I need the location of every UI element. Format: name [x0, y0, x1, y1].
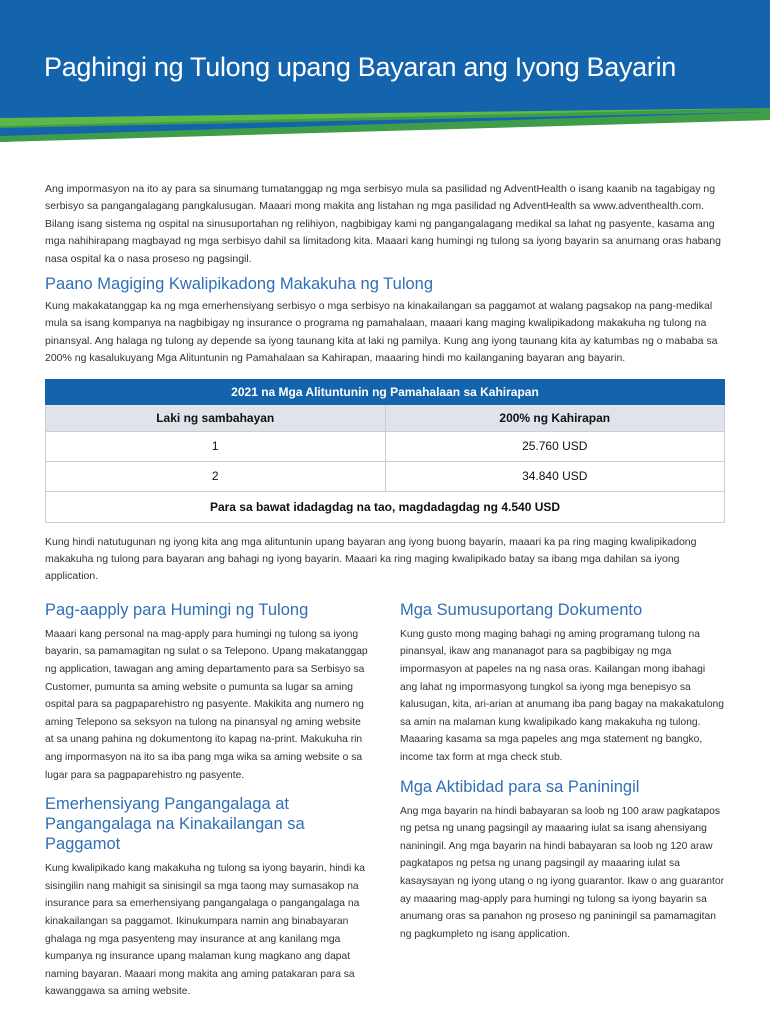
page-title: Paghingi ng Tulong upang Bayaran ang Iyong Bayarin: [44, 52, 676, 82]
income-limit-cell: 34.840 USD: [385, 461, 725, 491]
column-header-poverty-200: 200% ng Kahirapan: [385, 404, 725, 431]
apply-heading: Pag-aapply para Humingi ng Tulong: [45, 600, 309, 619]
documents-paragraph: Kung gusto mong maging bahagi ng aming programang tulong na pinansyal, ikaw ang mananagot para sa pagbibigay ng mga impormasyon at papeles na ng nasa oras. Kailangan mong ibahagi ang lahat ng impormasyong tungkol sa iyong mga benepisyo sa kalusugan, kita, ari-arian at anumang iba pang bagay na makakatulong sa amin na malaman kung kwalipikado kang makakuha ng tulong. Maaaring kasama sa mga papeles ang mga statement ng bangko, income tax form at mga check stub.: [400, 628, 724, 764]
poverty-guidelines-table: [45, 379, 725, 523]
table-row: [46, 431, 725, 461]
two-column-section: [45, 600, 725, 1011]
emergency-care-heading: Emerhensiyang Pangangalaga at Pangangalaga na Kinakailangan sa Paggamot: [45, 795, 305, 854]
collections-paragraph: Ang mga bayarin na hindi babayaran sa loob ng 100 araw pagkatapos ng petsa ng unang pagsingil ay maaaring iulat sa isang ahensiyang naniningil. Ang mga bayarin na hindi babayaran sa loob ng 120 araw pagkatapos ng petsa ng unang pagsingil ay maaaring iulat sa kasaysayan ng iyong utang o ng iyong guarantor. Ikaw o ang guarantor ay maaaring mag-apply para humingi ng tulong sa iyong bayarin sa anumang oras sa panahon ng proseso ng paniningil sa pamamagitan ng pagkumpleto ng isang application.: [400, 805, 725, 940]
collections-heading: Mga Aktibidad para sa Paniningil: [400, 777, 640, 796]
qualify-heading: Paano Magiging Kwalipikadong Makakuha ng Tulong: [45, 275, 434, 294]
table-row: [46, 461, 725, 491]
household-size-cell: 2: [46, 461, 386, 491]
household-size-cell: 1: [46, 431, 386, 461]
intro-paragraph: Ang impormasyon na ito ay para sa sinumang tumatanggap ng mga serbisyo mula sa pasilidad ng AdventHealth o isang kaanib na tagabigay ng serbisyo sa pangangalagang pangkalusugan. Maaari mong makita ang listahan ng mga pasilidad ng AdventHealth sa www.adventhealth.com. Bilang isang sistema ng ospital na sinusuportahan ng relihiyon, nagbibigay kami ng pangangalagang medikal sa lahat ng pasyente, kasama ang mga nahihirapang magbayad ng mga serbisyo dahil sa limitadong kita. Maaari kang humingi ng tulong sa iyong bayarin sa anumang oras habang nasa ospital ka o nasa proseso ng pagsingil.: [45, 183, 721, 265]
emergency-care-paragraph: Kung kwalipikado kang makakuha ng tulong sa iyong bayarin, hindi ka sisingilin nang mahigit sa sinisingil sa mga taong may sumasakop na insurance para sa emerhensiyang pangangalaga o pangangalaga na kinakailangan sa paggamot. Ikinukumpara namin ang binabayaran ghalaga ng mga pasyenteng may insurance at ang kanilang mga kumpanya ng insurance upang malaman kung magkano ang dapat naming bayaran. Maaari mong makita ang aming patakaran para sa kawanggawa sa aming website.: [45, 863, 365, 998]
right-column: [400, 600, 725, 1011]
table-caption: 2021 na Mga Alituntunin ng Pamahalaan sa Kahirapan: [46, 379, 725, 404]
header-banner-graphic: [0, 0, 770, 170]
column-header-household-size: Laki ng sambahayan: [46, 404, 386, 431]
qualify-paragraph: Kung makakatanggap ka ng mga emerhensiyang serbisyo o mga serbisyo na kinakailangan sa paggamot at walang pagsakop na pang-medikal mula sa isang kompanya na nagbibigay ng insurance o programa ng pamahalaan, maaari kang maging kwalipikadong makakuha ng tulong na pinansyal. Ang halaga ng tulong ay depende sa iyong taunang kita at laki ng pamilya. Kung ang iyong taunang kita ay katumbas ng o mababa sa 200% ng kasalukuyang Mga Alituntunin ng Pamahalaan sa Kahirapan, maaaring hindi mo kailanganing bayaran ang bayarin.: [45, 300, 718, 365]
main-content: [45, 181, 725, 1011]
after-table-paragraph: Kung hindi natutugunan ng iyong kita ang mga alituntunin upang bayaran ang iyong buong bayarin, maaari ka pa ring maging kwalipikadong makakuha ng tulong para bayaran ang bahagi ng iyong bayarin. Maaari ka ring maging kwalipikado batay sa ibang mga dahilan sa iyong application.: [45, 535, 697, 583]
left-column: [45, 600, 370, 1011]
page-header: [0, 0, 770, 170]
documents-heading: Mga Sumusuportang Dokumento: [400, 600, 643, 619]
income-limit-cell: 25.760 USD: [385, 431, 725, 461]
apply-paragraph: Maaari kang personal na mag-apply para humingi ng tulong sa iyong bayarin, sa pamamagitan ng sulat o sa Telepono. Upang makatanggap ng application, tawagan ang aming departamento para sa Serbisyo sa Customer, pumunta sa aming website o pumunta sa lugar sa aming ospital para sa pagpaparehistro ng pasyente. Makikita ang numero ng aming Telepono sa seksyon na tulong na pinansyal ng aming website at sa unang pahina ng dokumentong ito kapag na-print. Makukuha rin ang impormasyon na ito sa iba pang mga wika sa aming website o sa lugar para sa pagpaparehistro ng pasyente.: [45, 628, 368, 781]
table-footer-note: Para sa bawat idadagdag na tao, magdadagdag ng 4.540 USD: [46, 491, 725, 522]
